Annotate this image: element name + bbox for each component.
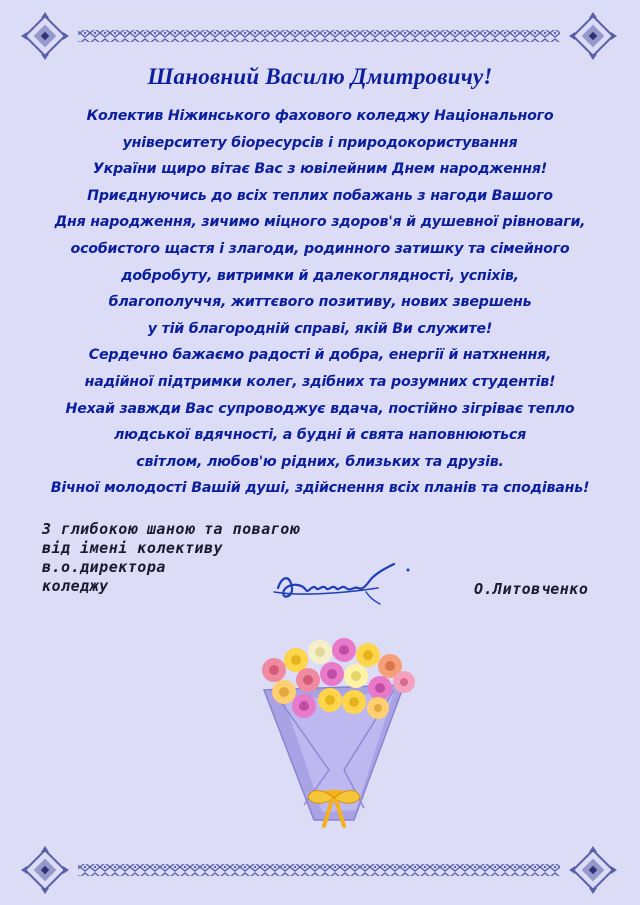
body-line: Нехай завжди Вас супроводжує вдача, постійно зігріває тепло — [65, 400, 575, 417]
body-line: людської вдячності, а будні й свята наповнюються — [113, 427, 527, 444]
signer-name: О.Литовченко — [474, 580, 589, 598]
body-line: України щиро вітає Вас з ювілейним Днем народження! — [92, 161, 548, 178]
signoff-line: З глибокою шаною та повагою — [42, 520, 300, 538]
body-line: Приєднуючись до всіх теплих побажань з нагоди Вашого — [87, 187, 553, 204]
body-line: університету біоресурсів і природокористування — [122, 134, 518, 151]
body-line: особистого щастя і злагоди, родинного затишку та сімейного — [70, 240, 570, 257]
bottom-ornament-border — [0, 842, 640, 898]
body-line: у тій благородній справі, якій Ви служите! — [147, 320, 493, 337]
signoff-line: від імені колективу — [42, 539, 224, 557]
top-ornament-border — [0, 8, 640, 64]
body-line: Дня народження, зичимо міцного здоров'я й душевної рівноваги, — [54, 214, 586, 231]
body-line: добробуту, витримки й далекоглядності, успіхів, — [121, 267, 519, 284]
body-line: Сердечно бажаємо радості й добра, енергії й натхнення, — [88, 347, 552, 364]
signoff-line: коледжу — [42, 577, 109, 595]
body-line: Колектив Ніжинського фахового коледжу Національного — [86, 108, 554, 124]
flower-bouquet-image — [244, 630, 424, 830]
handwritten-signature — [268, 558, 418, 618]
signoff-line: в.о.директора — [42, 558, 166, 576]
body-line: благополуччя, життєвого позитиву, нових звершень — [108, 294, 532, 311]
body-line: Вічної молодості Вашій душі, здійснення всіх планів та сподівань! — [50, 480, 590, 497]
signoff-block — [42, 520, 299, 596]
body-line: надійної підтримки колег, здібних та розумних студентів! — [84, 373, 556, 390]
letter-title: Шановний Василю Дмитровичу! — [147, 64, 493, 89]
letter-body — [20, 103, 620, 502]
body-line: світлом, любов'ю рідних, близьких та друзів. — [136, 453, 504, 470]
